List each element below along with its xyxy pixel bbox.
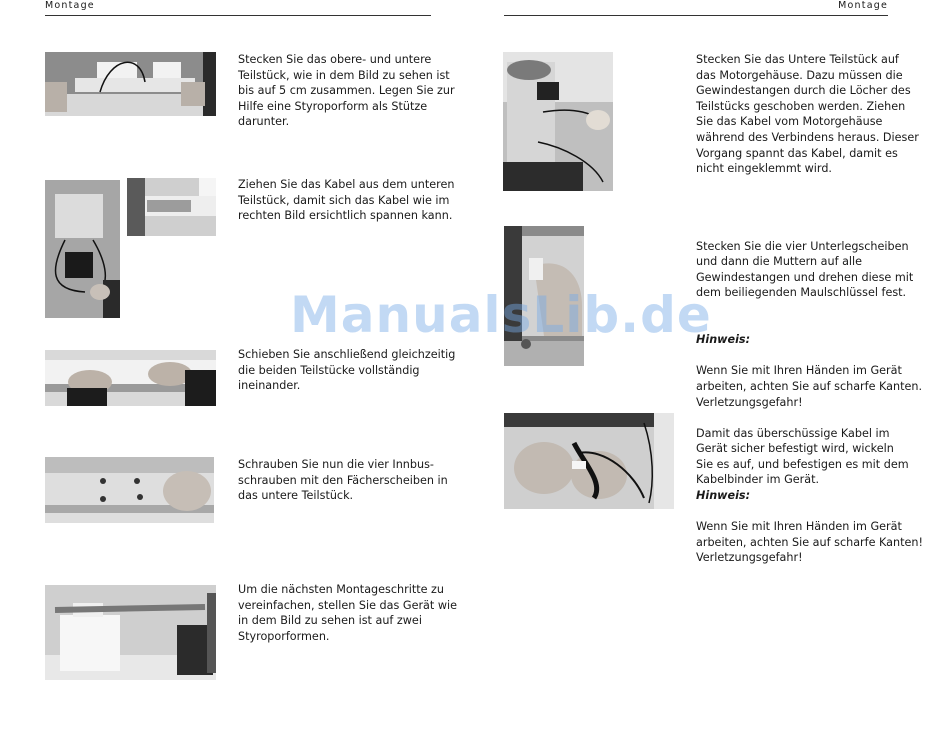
photo-step-8-cable-tie bbox=[504, 413, 674, 509]
step-1-text: Stecken Sie das obere- und untere Teilstück, wie in dem Bild zu sehen ist bis auf 5 cm zusammen. Legen Sie zur Hilfe eine Styroporform als Stütze darunter. bbox=[238, 53, 455, 129]
photo-step-2-cable-tension bbox=[127, 178, 216, 236]
photo-step-6-motor-housing bbox=[503, 52, 613, 191]
step-8-instruction: Damit das überschüssige Kabel im Gerät sicher befestigt wird, wickeln Sie es auf, und befestigen es mit dem Kabelbinder im Gerät. bbox=[696, 426, 909, 487]
header-rule-right bbox=[504, 15, 888, 16]
step-8-note-title: Hinweis: bbox=[696, 488, 751, 502]
step-7-note-text: Wenn Sie mit Ihren Händen im Gerät arbeiten, achten Sie auf scharfe Kanten. Verletzungsgefahr! bbox=[696, 364, 923, 409]
step-7-spacer bbox=[696, 301, 922, 317]
header-right-title: Montage bbox=[838, 0, 888, 11]
step-8-text bbox=[696, 410, 923, 566]
watermark: ManualsLib.de bbox=[290, 286, 712, 344]
photo-step-3-slide-together bbox=[45, 350, 216, 406]
step-3-text: Schieben Sie anschließend gleichzeitig die beiden Teilstücke vollständig ineinander. bbox=[238, 348, 456, 393]
header-left-title: Montage bbox=[45, 0, 95, 11]
step-7-text bbox=[696, 223, 922, 410]
step-6-text: Stecken Sie das Untere Teilstück auf das Motorgehäuse. Dazu müssen die Gewindestangen durch die Löcher des Teilstücks geschoben werden. Ziehen Sie das Kabel vom Motorgehäuse während des Verbindens heraus. Dieser Vorgang spannt das Kabel, damit es nicht eingeklemmt wird. bbox=[696, 53, 919, 176]
photo-step-5-styrofoam-support bbox=[45, 585, 216, 680]
photo-step-1-assembling-parts bbox=[45, 52, 216, 116]
photo-step-2-cable-pull bbox=[45, 180, 120, 318]
step-5-text: Um die nächsten Montageschritte zu vereinfachen, stellen Sie das Gerät wie in dem Bild zu sehen ist auf zwei Styroporformen. bbox=[238, 583, 457, 643]
step-2-text: Ziehen Sie das Kabel aus dem unteren Teilstück, damit sich das Kabel wie im rechten Bild ersichtlich spannen kann. bbox=[238, 178, 455, 223]
step-7-note-title: Hinweis: bbox=[696, 333, 751, 347]
header-rule-left bbox=[45, 15, 431, 16]
step-8-note-text: Wenn Sie mit Ihren Händen im Gerät arbeiten, achten Sie auf scharfe Kanten! Verletzungsgefahr! bbox=[696, 520, 923, 565]
step-7-instruction: Stecken Sie die vier Unterlegscheiben und dann die Muttern auf alle Gewindestangen und drehen diese mit dem beiliegenden Maulschlüssel fest. bbox=[696, 239, 914, 300]
step-4-text: Schrauben Sie nun die vier Innbus- schrauben mit den Fächerscheiben in das untere Teilstück. bbox=[238, 458, 448, 503]
photo-step-4-screws bbox=[45, 457, 214, 523]
